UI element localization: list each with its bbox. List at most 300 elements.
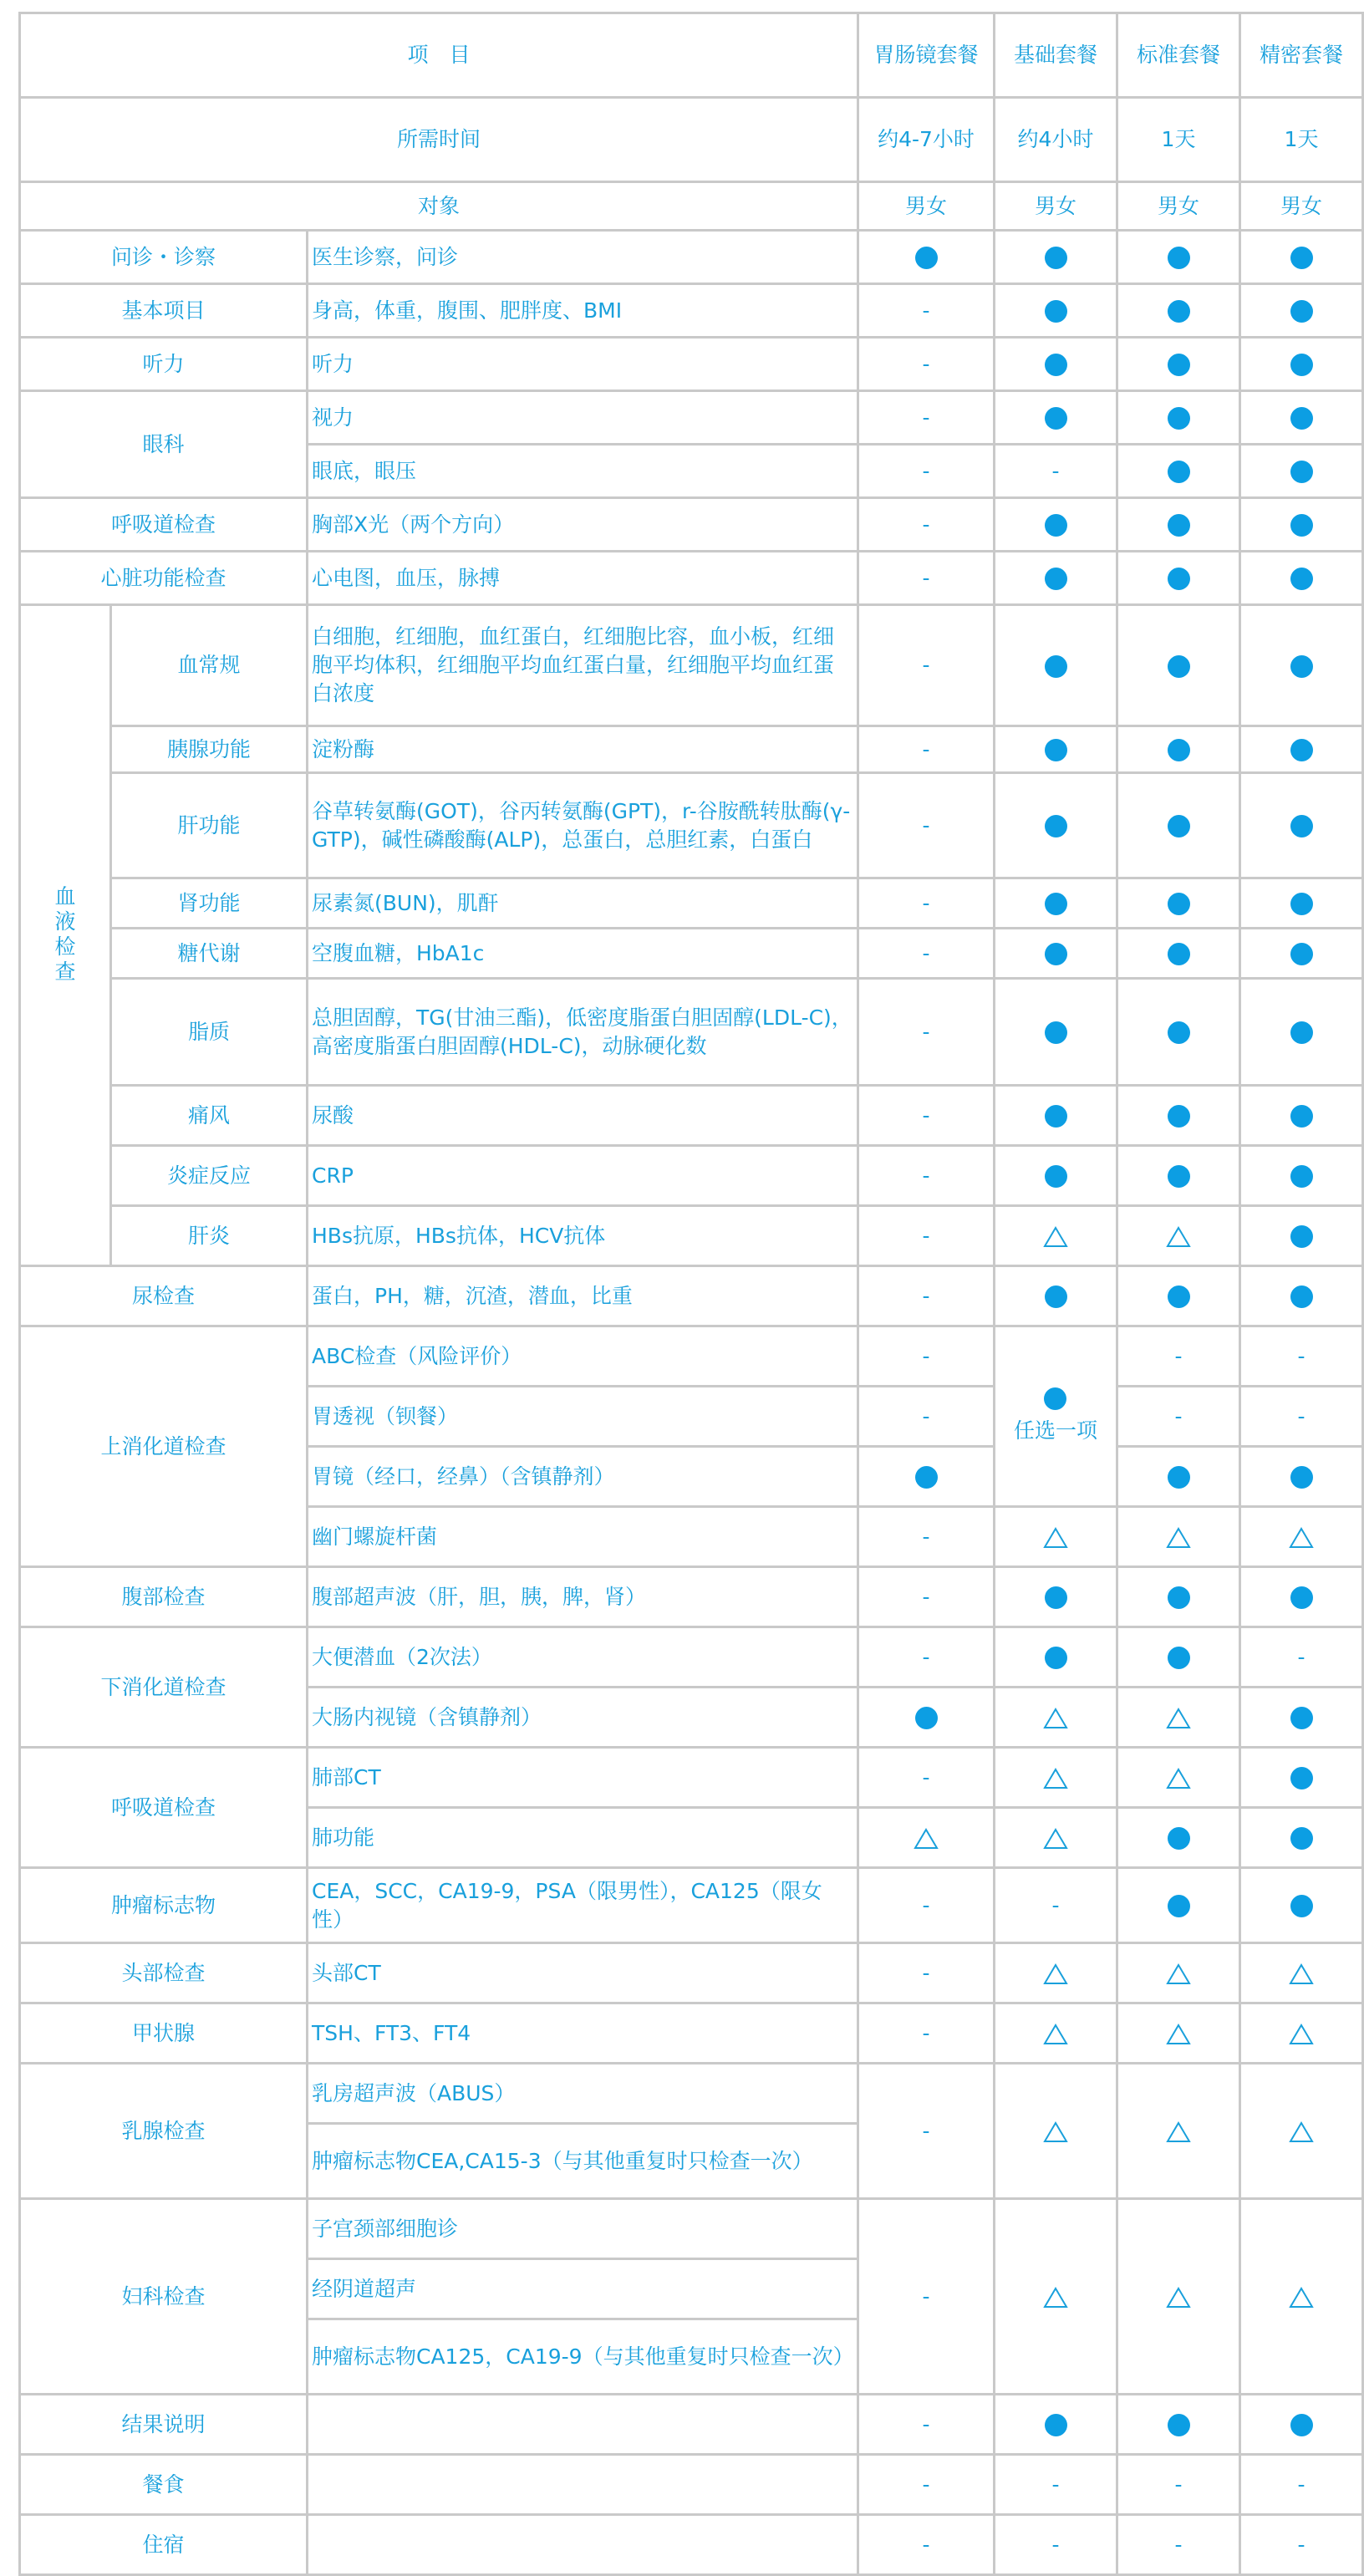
mark-cell [995,1086,1117,1146]
mark-cell [1117,231,1240,284]
included-dot [1045,568,1067,590]
mark-cell [858,1868,995,1943]
mark-cell [1240,498,1363,552]
table-row [20,929,1363,979]
not-included-dash: - [922,1283,930,1308]
mark-cell [1117,552,1240,605]
included-dot [1290,1466,1313,1489]
table-row [20,773,1363,878]
mark-cell [995,1266,1117,1326]
included-dot [1045,247,1067,269]
included-dot [1290,1707,1313,1729]
plan-premium: 精密套餐 [1240,13,1363,98]
included-dot [1290,1285,1313,1308]
not-included-dash: - [922,1343,930,1368]
not-included-dash: - [922,1019,930,1044]
mark-cell [858,1688,995,1748]
mark-cell [858,1808,995,1868]
category-label: 心脏功能检查 [20,552,308,605]
target-value: 男女 [1240,182,1363,231]
category-label: 听力 [20,338,308,391]
mark-cell [995,2199,1117,2395]
not-included-dash: - [922,298,930,323]
item-text: 胃透视（钡餐） [308,1387,858,1447]
mark-cell [858,726,995,773]
item-text: 肺功能 [308,1808,858,1868]
item-text: 谷草转氨酶(GOT)，谷丙转氨酶(GPT)，r-谷胺酰转肽酶(γ-GTP)，碱性磷酸酶(ALP)，总蛋白，总胆红素，白蛋白 [308,773,858,878]
table-row [20,726,1363,773]
mark-cell [858,2199,995,2395]
mark-cell [1240,1808,1363,1868]
mark-cell [1117,2003,1240,2064]
included-dot [1290,300,1313,323]
mark-cell [858,1206,995,1266]
target-label: 对象 [20,182,858,231]
included-dot [1168,354,1190,376]
mark-cell [1240,929,1363,979]
mark-cell [1117,1748,1240,1808]
included-dot [1045,514,1067,537]
time-value: 1天 [1117,98,1240,182]
time-value: 约4小时 [995,98,1117,182]
subcategory-label: 肝功能 [111,773,308,878]
mark-cell [1240,284,1363,338]
table-row [20,2199,1363,2259]
not-included-dash: - [1051,1892,1060,1917]
time-row [20,98,1363,182]
item-text: 乳房超声波（ABUS） [308,2064,858,2124]
mark-cell [1240,773,1363,878]
item-text [308,2395,858,2455]
included-dot [915,1466,938,1489]
mark-cell [1117,726,1240,773]
target-value: 男女 [1117,182,1240,231]
included-dot [1290,1225,1313,1248]
mark-cell [995,231,1117,284]
mark-cell [1240,1627,1363,1688]
not-included-dash: - [1051,2472,1060,2497]
not-included-dash: - [922,1403,930,1428]
included-dot [1045,1105,1067,1128]
category-label: 乳腺检查 [20,2064,308,2199]
plan-standard: 标准套餐 [1117,13,1240,98]
included-dot [1168,247,1190,269]
mark-cell [1240,1748,1363,1808]
mark-cell [1117,338,1240,391]
item-text: 视力 [308,391,858,445]
not-included-dash: - [922,653,930,677]
included-dot [1045,655,1067,678]
mark-cell [858,773,995,878]
mark-cell [1117,2515,1240,2575]
included-dot [1045,1285,1067,1308]
item-text: 幽门螺旋杆菌 [308,1507,858,1567]
category-label: 住宿 [20,2515,308,2575]
mark-cell [858,498,995,552]
mark-cell [995,2455,1117,2515]
not-included-dash: - [922,736,930,761]
header-item: 项 目 [20,13,858,98]
mark-cell [1117,1808,1240,1868]
item-text: 身高，体重，腹围、肥胖度、BMI [308,284,858,338]
included-dot [1168,1105,1190,1128]
category-label: 血液检查 [20,605,111,1266]
mark-cell [995,1943,1117,2003]
included-dot [1168,1586,1190,1609]
mark-cell [1240,1326,1363,1387]
not-included-dash: - [922,405,930,430]
mark-cell [1240,605,1363,726]
item-text: 白细胞，红细胞，血红蛋白，红细胞比容，血小板，红细胞平均体积，红细胞平均血红蛋白量，红细胞平均血红蛋白浓度 [308,605,858,726]
subcategory-label: 脂质 [111,979,308,1086]
not-included-dash: - [922,1163,930,1188]
table-row [20,2515,1363,2575]
mark-cell [1240,1943,1363,2003]
included-dot [1168,407,1190,430]
item-text: 心电图，血压，脉搏 [308,552,858,605]
not-included-dash: - [922,1644,930,1669]
mark-cell [1117,1086,1240,1146]
mark-cell [1117,2064,1240,2199]
item-text: 经阴道超声 [308,2259,858,2319]
included-dot [1045,2414,1067,2436]
mark-cell [858,1387,995,1447]
included-dot [1045,300,1067,323]
mark-cell [1240,1507,1363,1567]
not-included-dash: - [922,2411,930,2436]
mark-cell [995,391,1117,445]
mark-cell [1240,1868,1363,1943]
category-label: 结果说明 [20,2395,308,2455]
not-included-dash: - [922,1223,930,1248]
mark-cell [1240,338,1363,391]
table-row [20,1567,1363,1627]
mark-cell [995,1688,1117,1748]
mark-cell [1240,1447,1363,1507]
mark-cell [1240,726,1363,773]
included-dot [1168,514,1190,537]
target-value: 男女 [858,182,995,231]
included-dot [1290,407,1313,430]
not-included-dash: - [922,1584,930,1609]
mark-cell [995,726,1117,773]
included-dot [1045,1586,1067,1609]
table-row [20,2064,1363,2124]
not-included-dash: - [922,2283,930,2309]
table-row [20,1326,1363,1387]
mark-cell [995,2395,1117,2455]
mark-cell [858,2003,995,2064]
not-included-dash: - [1297,1343,1305,1368]
mark-cell [1117,2455,1240,2515]
mark-cell [995,1808,1117,1868]
mark-cell [858,979,995,1086]
not-included-dash: - [922,565,930,590]
item-text: 淀粉酶 [308,726,858,773]
mark-cell [1240,2395,1363,2455]
mark-cell [858,1567,995,1627]
mark-cell [1240,979,1363,1086]
item-text: 医生诊察，问诊 [308,231,858,284]
included-dot [1168,1827,1190,1850]
item-text: 肿瘤标志物CA125，CA19-9（与其他重复时只检查一次） [308,2319,858,2395]
item-text: 胸部X光（两个方向） [308,498,858,552]
category-label: 甲状腺 [20,2003,308,2064]
mark-cell [1117,773,1240,878]
item-text: 肺部CT [308,1748,858,1808]
included-dot [1290,893,1313,915]
mark-cell [858,2455,995,2515]
mark-cell [1117,1868,1240,1943]
item-text: 子宫颈部细胞诊 [308,2199,858,2259]
table-row [20,878,1363,929]
included-dot [1290,2414,1313,2436]
included-dot [1290,1165,1313,1188]
mark-cell [995,929,1117,979]
included-dot [1290,655,1313,678]
category-label: 尿检查 [20,1266,308,1326]
mark-cell [995,1748,1117,1808]
mark-cell [995,445,1117,498]
mark-cell [995,2064,1117,2199]
included-dot [1290,1021,1313,1044]
time-value: 约4-7小时 [858,98,995,182]
not-included-dash: - [1297,1403,1305,1428]
included-dot [1168,943,1190,965]
mark-cell [858,2064,995,2199]
included-dot [1045,815,1067,837]
included-dot [1290,1767,1313,1789]
mark-cell [995,338,1117,391]
mark-cell [858,1086,995,1146]
mark-cell [995,773,1117,878]
included-dot [1045,407,1067,430]
mark-cell [858,1326,995,1387]
subcategory-label: 血常规 [111,605,308,726]
category-label: 下消化道检查 [20,1627,308,1748]
time-label: 所需时间 [20,98,858,182]
table-row [20,2455,1363,2515]
item-text [308,2515,858,2575]
mark-cell [858,1627,995,1688]
included-dot [1045,1647,1067,1669]
included-dot [1168,1165,1190,1188]
choose-one-cell [995,1326,1117,1507]
not-included-dash: - [922,2118,930,2143]
mark-cell [1240,552,1363,605]
mark-cell [1240,1387,1363,1447]
mark-cell [995,979,1117,1086]
not-included-dash: - [922,1102,930,1128]
category-label: 腹部检查 [20,1567,308,1627]
included-dot [1168,739,1190,761]
mark-cell [1117,1567,1240,1627]
mark-cell [995,605,1117,726]
choose-one-label: 任选一项 [1013,1418,1097,1443]
included-dot [1168,655,1190,678]
mark-cell [1117,1627,1240,1688]
category-label: 上消化道检查 [20,1326,308,1567]
table-row [20,1146,1363,1206]
category-label: 妇科检查 [20,2199,308,2395]
mark-cell [995,878,1117,929]
not-included-dash: - [1174,1343,1183,1368]
mark-cell [1117,1688,1240,1748]
item-text: 听力 [308,338,858,391]
mark-cell [1117,605,1240,726]
mark-cell [995,1206,1117,1266]
mark-cell [858,445,995,498]
item-text: HBs抗原，HBs抗体，HCV抗体 [308,1206,858,1266]
not-included-dash: - [1174,1403,1183,1428]
mark-cell [1240,1688,1363,1748]
mark-cell [858,2515,995,2575]
target-value: 男女 [995,182,1117,231]
item-text: CRP [308,1146,858,1206]
mark-cell [858,605,995,726]
mark-cell [1117,445,1240,498]
mark-cell [1117,284,1240,338]
mark-cell [1117,1447,1240,1507]
mark-cell [1117,2395,1240,2455]
not-included-dash: - [922,1892,930,1917]
table-row [20,1868,1363,1943]
item-text: 蛋白，PH，糖，沉渣，潜血，比重 [308,1266,858,1326]
included-dot [1290,739,1313,761]
included-dot [1168,2414,1190,2436]
mark-cell [1240,1567,1363,1627]
category-label: 头部检查 [20,1943,308,2003]
item-text: TSH、FT3、FT4 [308,2003,858,2064]
not-included-dash: - [922,940,930,965]
included-dot [1290,247,1313,269]
mark-cell [858,1146,995,1206]
included-dot [1290,943,1313,965]
not-included-dash: - [922,351,930,376]
time-value: 1天 [1240,98,1363,182]
not-included-dash: - [1051,2532,1060,2557]
included-dot [1045,739,1067,761]
table-row [20,1266,1363,1326]
table-row [20,284,1363,338]
category-label: 餐食 [20,2455,308,2515]
plan-gi-scope: 胃肠镜套餐 [858,13,995,98]
included-dot [1168,1021,1190,1044]
included-dot [1168,461,1190,483]
mark-cell [858,284,995,338]
subcategory-label: 胰腺功能 [111,726,308,773]
included-dot [1290,514,1313,537]
mark-cell [1117,1206,1240,1266]
mark-cell [858,929,995,979]
mark-cell [1240,2064,1363,2199]
included-dot [1045,354,1067,376]
item-text: 大肠内视镜（含镇静剂） [308,1688,858,1748]
item-text [308,2455,858,2515]
category-label: 肿瘤标志物 [20,1868,308,1943]
included-dot [1290,1895,1313,1917]
mark-cell [858,1507,995,1567]
mark-cell [858,338,995,391]
not-included-dash: - [922,512,930,537]
included-dot [1045,893,1067,915]
not-included-dash: - [922,890,930,915]
mark-cell [1117,929,1240,979]
included-dot [1290,1105,1313,1128]
table-row [20,231,1363,284]
category-label: 眼科 [20,391,308,498]
mark-cell [1240,878,1363,929]
mark-cell [1240,445,1363,498]
item-text: CEA，SCC，CA19-9，PSA（限男性），CA125（限女性） [308,1868,858,1943]
included-dot [1045,1021,1067,1044]
mark-cell [995,1567,1117,1627]
mark-cell [1117,1146,1240,1206]
subcategory-label: 痛风 [111,1086,308,1146]
mark-cell [1117,1326,1240,1387]
mark-cell [858,1943,995,2003]
table-row [20,1748,1363,1808]
table-row [20,1206,1363,1266]
mark-cell [1117,1266,1240,1326]
table-row [20,605,1363,726]
mark-cell [858,1748,995,1808]
table-row [20,979,1363,1086]
included-dot [1290,1827,1313,1850]
included-dot [1290,354,1313,376]
not-included-dash: - [1174,2532,1183,2557]
table-row [20,498,1363,552]
included-dot [1290,568,1313,590]
mark-cell [995,284,1117,338]
mark-cell [858,231,995,284]
mark-cell [1240,2515,1363,2575]
included-dot [1045,943,1067,965]
item-text: 大便潜血（2次法） [308,1627,858,1688]
subcategory-label: 炎症反应 [111,1146,308,1206]
category-label: 呼吸道检查 [20,498,308,552]
included-dot [1168,1895,1190,1917]
mark-cell [1240,2199,1363,2395]
not-included-dash: - [922,1524,930,1549]
not-included-dash: - [1051,458,1060,483]
mark-cell [1240,2455,1363,2515]
included-dot [1168,568,1190,590]
mark-cell [858,2395,995,2455]
item-text: 腹部超声波（肝，胆，胰，脾，肾） [308,1567,858,1627]
mark-cell [1117,979,1240,1086]
mark-cell [995,1627,1117,1688]
item-text: 眼底，眼压 [308,445,858,498]
mark-cell [995,1868,1117,1943]
table-row [20,391,1363,445]
mark-cell [1240,1266,1363,1326]
not-included-dash: - [922,458,930,483]
mark-cell [995,1507,1117,1567]
included-dot [1044,1387,1066,1410]
included-dot [915,247,938,269]
plan-basic: 基础套餐 [995,13,1117,98]
subcategory-label: 糖代谢 [111,929,308,979]
item-text: 胃镜（经口，经鼻）（含镇静剂） [308,1447,858,1507]
included-dot [1045,1165,1067,1188]
mark-cell [1240,231,1363,284]
included-dot [915,1707,938,1729]
mark-cell [1240,391,1363,445]
mark-cell [995,2515,1117,2575]
mark-cell [1240,2003,1363,2064]
table-row [20,338,1363,391]
